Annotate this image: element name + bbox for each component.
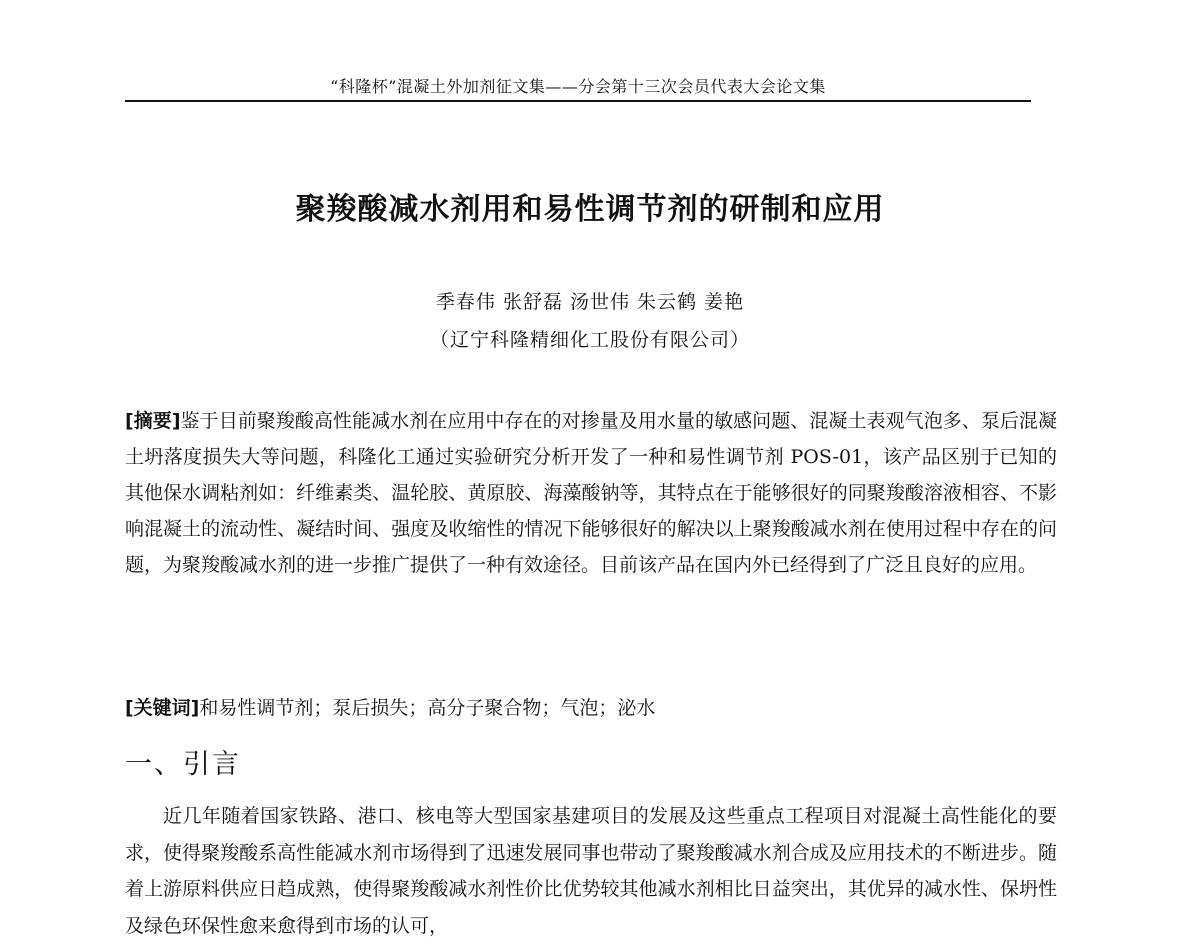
header-rule <box>125 100 1031 102</box>
abstract-label: [摘要] <box>125 410 181 432</box>
section-heading-introduction: 一、引言 <box>125 749 241 780</box>
abstract-text: 鉴于目前聚羧酸高性能减水剂在应用中存在的对掺量及用水量的敏感问题、混凝土表观气泡多、泵后混凝土坍落度损失大等问题，科隆化工通过实验研究分析开发了一种和易性调节剂 POS-01，该产品区别于已知的其他保水调粘剂如：纤维素类、温轮胶、黄原胶、海藻酸钠等，其特点在于能够很好的同聚羧酸溶液相容、不影响混凝土的流动性、凝结时间、强度及收缩性的情况下能够很好的解决以上聚羧酸减水剂在使用过程中存在的问题，为聚羧酸减水剂的进一步推广提供了一种有效途径。目前该产品在国内外已经得到了广泛且良好的应用。 <box>125 410 1057 576</box>
author-affiliation: （辽宁科隆精细化工股份有限公司） <box>429 329 750 351</box>
keywords-label: [关键词] <box>125 697 200 719</box>
author-list: 季春伟 张舒磊 汤世伟 朱云鹤 姜艳 <box>435 291 745 313</box>
keywords-text: 和易性调节剂；泵后损失；高分子聚合物；气泡；泌水 <box>199 697 656 719</box>
keywords <box>125 690 1057 726</box>
intro-paragraph: 近几年随着国家铁路、港口、核电等大型国家基建项目的发展及这些重点工程项目对混凝土高性能化的要求，使得聚羧酸系高性能减水剂市场得到了迅速发展同事也带动了聚羧酸减水剂合成及应用技术的不断进步。随着上游原料供应日趋成熟，使得聚羧酸减水剂性价比优势较其他减水剂相比日益突出，其优异的减水性、保坍性及绿色环保性愈来愈得到市场的认可， <box>125 805 1057 937</box>
running-header: “科隆杯”混凝土外加剂征文集——分会第十三次会员代表大会论文集 <box>330 77 826 96</box>
paper-title: 聚羧酸减水剂用和易性调节剂的研制和应用 <box>295 192 885 227</box>
abstract <box>125 403 1057 583</box>
